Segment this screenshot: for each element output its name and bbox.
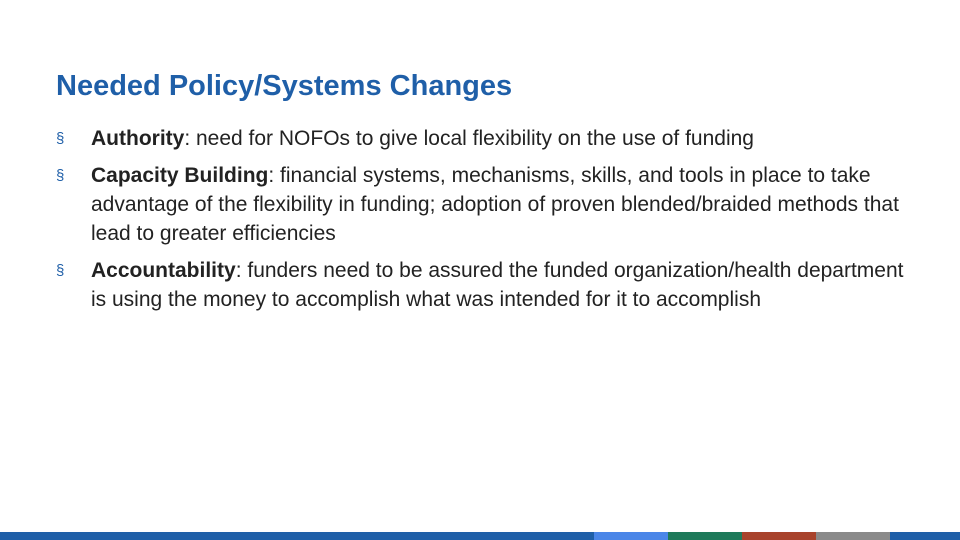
footer-color-bar (0, 532, 960, 540)
footer-bar-segment-gray (816, 532, 890, 540)
bullet-term: Capacity Building (91, 164, 269, 187)
bullet-text: : financial systems, mechanisms, skills, and tools in place to take advantage of the flexibility in funding; adoption of proven blended/braided methods that lead to greater efficiencies (91, 164, 899, 245)
bullet-item-authority (56, 124, 916, 153)
bullet-list (56, 124, 916, 322)
bullet-marker-icon: § (56, 262, 65, 279)
footer-bar-segment-rust (742, 532, 816, 540)
footer-bar-segment-green (668, 532, 742, 540)
bullet-item-capacity-building (56, 161, 916, 248)
footer-bar-segment-blue-end (890, 532, 960, 540)
bullet-term: Accountability (91, 259, 236, 282)
bullet-item-accountability (56, 256, 916, 314)
bullet-text: : need for NOFOs to give local flexibility on the use of funding (184, 127, 754, 150)
bullet-text: : funders need to be assured the funded organization/health department is using the money to accomplish what was intended for it to accomplish (91, 259, 904, 311)
bullet-term: Authority (91, 127, 185, 150)
bullet-marker-icon: § (56, 130, 65, 147)
footer-bar-segment-light-blue (594, 532, 668, 540)
bullet-marker-icon: § (56, 167, 65, 184)
slide-title: Needed Policy/Systems Changes (56, 70, 513, 102)
footer-bar-segment-blue (0, 532, 594, 540)
